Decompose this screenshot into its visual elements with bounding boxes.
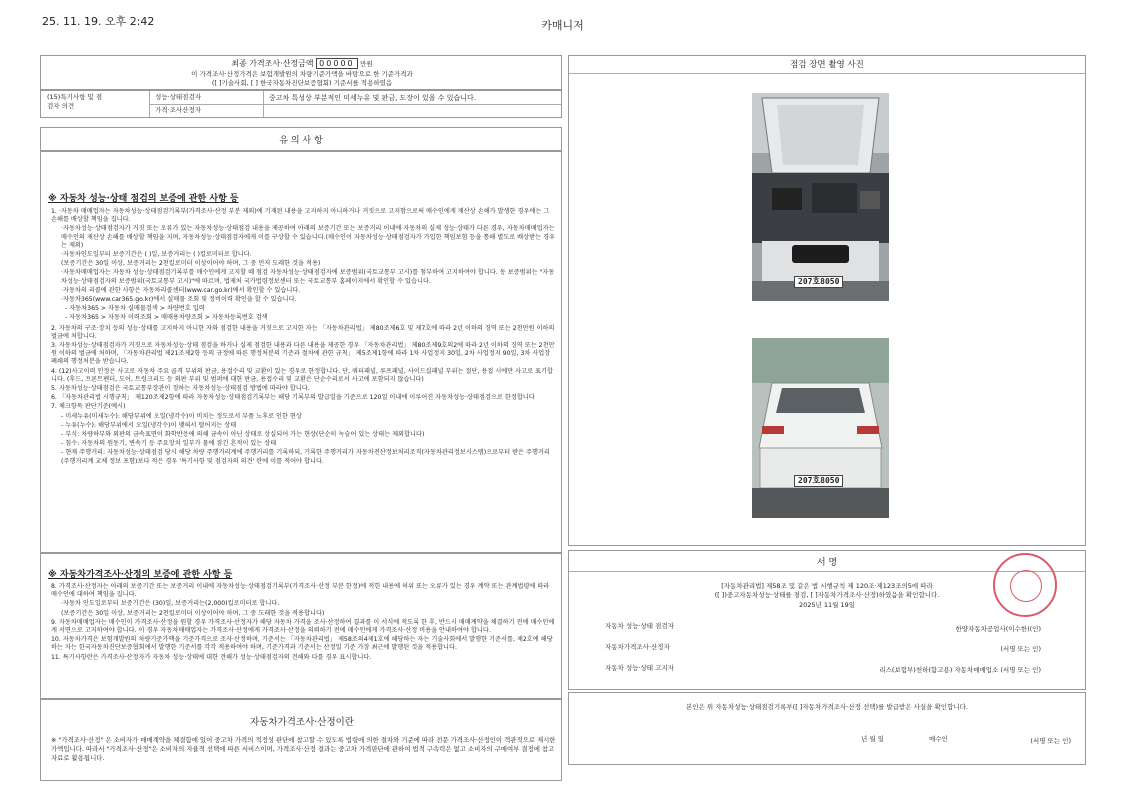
section-3 [40, 699, 562, 781]
s2-item-3: 9. 자동차매매업자는 매수인이 가격조사·산정을 원할 경우 가격조사·산정자가 해당 자동차 가격을 조사·산정하여 결과를 이 서식에 적도록 한 후, 반드시 매매계약을 체결하기 전에 매수인에게 서면으로 고지하여야 합니다. 이 경우 자동차매매업자는 가격조사·산정에게 가격조사·산정을 의뢰하기 전에 매수인에게 가격조사·산정 비용을 안내하여야 합니다. [51, 618, 555, 635]
print-timestamp: 25. 11. 19. 오후 2:42 [42, 15, 155, 28]
signature-line-2: ([ ])중고자동차성능·상태를 점검, [ ]자동차가격조사·산정)하였음을 확인합니다. [714, 591, 940, 599]
buyer-sign: (서명 또는 인) [1030, 737, 1071, 745]
opinion-row2-label: 가격·조사산정자 [155, 106, 202, 114]
section-1-items [51, 208, 556, 467]
section-2 [40, 553, 562, 699]
opinion-row-divider [149, 104, 561, 105]
s2-item-1: ·자동차 인도일로부터 보증기간은 (30)일, 보증거리는(2,000)킬로미터로 합니다. [61, 600, 280, 608]
opinion-table [40, 90, 562, 118]
photo-panel-title: 점검 장면 촬영 사진 [569, 58, 1085, 74]
section-2-items [51, 583, 556, 663]
section-2-title: ※ 자동차가격조사·산정의 보증에 관한 사항 등 [48, 570, 233, 580]
s1-item-18: - 침수: 자동차의 원동기, 변속기 등 주요장치 일부가 물에 잠긴 흔적이 있는 상태 [61, 440, 277, 448]
signer-value-2: (서명 또는 인) [1000, 645, 1041, 653]
s1-item-12: 5. 자동차성능·상태점검은 국토교통부장관이 정하는 자동차성능·상태점검 방법에 따라야 합니다. [51, 385, 310, 393]
signer-label-2: 자동차가격조사·산정자 [605, 643, 670, 651]
signer-label-1: 자동차 성능·상태 점검자 [605, 622, 674, 630]
notice-title-box [40, 127, 562, 151]
section-1 [40, 151, 562, 553]
opinion-label: (15)특기사항 및 점검자 의견 [47, 93, 103, 110]
s1-item-0: 1. ·자동차 매매업자는 자동차성능·상태점검기록부(가격조사·산정 부분 제외)에 기재된 내용을 고지하지 아니하거나 거짓으로 고지함으로써 매수인에게 재산상 손해가 발생한 경우에는 그 손해를 배상할 책임을 집니다. [51, 208, 550, 224]
buyer-label: 매수인 [929, 735, 948, 743]
s1-item-9: 2. 자동차의 구조·장치 등의 성능·상태를 고지하지 아니한 자와 점검한 내용을 거짓으로 고지한 자는 「자동차관리법」 제80조제6호 및 제7호에 따라 2년 이하의 징역 또는 2천만원 이하의 벌금에 처합니다. [51, 324, 555, 340]
engine-bay-image [752, 93, 889, 301]
license-plate-front: 207호8050 [794, 276, 843, 288]
page-header [0, 0, 1125, 40]
rear-view-photo [752, 338, 889, 518]
engine-bay-photo [752, 93, 889, 301]
s1-item-8: - 자동차365 > 자동차 이력조회 > 매매용차량조회 > 자동차등록번호 검색 [65, 314, 268, 322]
s2-item-4: 10. 자동차가격은 보험개발원의 차량기준가액을 기준가격으로 조사·산정하며, 기준서는 「자동차관리법」 제58조의4제1호에 해당하는 자는 기술사회에서 발행한 기준서를, 제2호에 해당하는 자는 한국자동차진단보증협회에서 발행한 기준서를 각각 적용하여야 하며, 기준가격과 기준서는 산정일 기준 가장 최근에 발행된 것을 적용합니다. [51, 636, 553, 652]
signer-value-1: 한양자동차공업사(이수한)(인) [955, 625, 1041, 633]
s1-item-11: 4. (12)사고이력 인정은 사고로 자동차 주요 골격 부위의 판금, 용접수리 및 교환이 있는 경우로 한정합니다. 단, 쿼터패널, 루프패널, 사이드실패널 부위는 절단, 용접 시에만 사고로 표기합니다. (후드, 프론트펜더, 도어, 트렁크리드 등 외판 부위 및 범퍼에 대한 판금, 용접수리 및 교환은 단순수리로서 사고에 포함되지 않습니다) [51, 367, 553, 383]
signer-value-3: 리스(보험부)천하(함고용) 자동차매매업소 (서명 또는 인) [879, 666, 1041, 674]
s1-item-1: ·자동차성능·상태점검자가 거짓 또는 오류가 있는 자동차성능·상태점검 내용을 제공하여 아래의 보증기간 또는 보증거리 이내에 자동차의 실제 성능·상태가 다른 경우, 자동차매매업자는 매수인의 재산상 손해를 배상할 책임을 지며, 자동차성능·상태점검자에게 이를 구상할 수 있습니다.(매수인이 자동차성능·상태점검자가 가입한 책임보험 등을 통해 별도로 배상받는 경우는 제외) [61, 225, 555, 249]
s2-item-5: 11. 특기사항란은 가격조사·산정자가 자동차 성능·상태에 대한 견해가 성능·상태점검자의 견해와 다를 경우 표시합니다. [51, 653, 372, 661]
s1-item-14: 7. 체크항목 판단기준(예시) [51, 403, 126, 411]
left-panel [40, 55, 562, 781]
section-3-text: ※ "가격조사·산정" 은 소비자가 매매계약을 체결함에 있어 중고차 가격의 적정성 판단에 참고할 수 있도록 법령에 의한 절차와 기준에 따라 전문 가격조사·산정인이 객관적으로 제시한 가액입니다. 따라서 "가격조사·산정"은 소비자의 자율적 선택에 따른 서비스이며, 가격조사·산정 결과는 중고차 가격판단에 관하여 법적 구속력은 없고 소비자의 구매여부 결정에 참고자료로 활용됩니다. [51, 736, 556, 762]
s1-item-7: - 자동차365 > 자동차 실매물검색 > 차량번호 입력 [65, 305, 205, 313]
buyer-confirm-text: 본인은 위 자동차성능·상태점검기록부([ ]자동차가격조사·산정 선택)를 발급받은 사실을 확인합니다. [686, 703, 968, 711]
signature-title: 서 명 [569, 555, 1085, 572]
price-title: 최종 가격조사·산정금액 [231, 59, 314, 68]
price-line-1: 이 가격조사·산정가격은 보험개발원의 차량기준가액을 바탕으로 한 기준가격과 [191, 70, 413, 78]
s1-item-15: - 미세누유(미세누수): 해당부위에 오일(냉각수)이 비치는 정도로서 부품 노후로 인한 현상 [61, 412, 302, 420]
rear-view-image [752, 338, 889, 518]
s1-item-6: ·자동차365(www.car365.go.kr)에서 실매물 조회 및 정비이력 확인을 할 수 있습니다. [61, 296, 297, 304]
s1-item-19: - 현재 주행거리: 자동차성능·상태점검 당시 해당 차량 주행거리계에 주행거리를 기록하되, 기록한 주행거리가 자동차전산정보처리조직(자동차관리정보시스템)으로부터 받은 주행거리(주행거리계 교체 정보 포함)보다 적은 경우 '특기사항 및 점검자의 의견' 란에 이를 적어야 합니다. [61, 449, 550, 465]
s1-item-3: (보증기간은 30일 이상, 보증거리는 2천킬로미터 이상이어야 하며, 그 중 먼저 도래한 것을 적용) [61, 260, 321, 268]
section-3-title: 자동차가격조사·산정이란 [250, 717, 354, 728]
s1-item-5: ·자동차의 리콜에 관한 사항은 자동차리콜센터(www.car.go.kr)에서 확인할 수 있습니다. [61, 286, 301, 294]
s1-item-16: - 누유(누수): 해당부위에서 오일(냉각수)이 맺혀서 떨어지는 상태 [61, 421, 237, 429]
opinion-row1-value: 중고차 특성상 부분적인 미세누유 및 판금, 도장이 있을 수 있습니다. [269, 94, 477, 102]
section-1-title: ※ 자동차 성능·상태 점검의 보증에 관한 사항 등 [48, 194, 239, 204]
notice-title: 유 의 사 항 [279, 136, 323, 146]
s2-item-2: (보증기간은 30일 이상, 보증거리는 2천킬로미터 이상이어야 하며, 그 중 도래한 것을 적용합니다) [61, 609, 325, 617]
company-seal-stamp [993, 553, 1057, 617]
license-plate-rear: 207호8050 [794, 475, 843, 487]
s2-item-0: 8. 가격조사·산정자는 아래의 보증기간 또는 보증거리 이내에 자동차성능·상태점검기록부(가격조사·산정 부분 한정)에 적힌 내용에 허위 또는 오류가 있는 경우 계약 또는 관계법령에 따라 매수인에 대하여 책임을 집니다. [51, 583, 550, 599]
s1-item-17: - 부식: 차량하부와 외판의 금속표면이 화학반응에 의해 금속이 아닌 상태로 상실되어 가는 현상(단순히 녹슬어 있는 상태는 제외합니다) [61, 431, 425, 439]
buyer-confirm-panel [568, 692, 1086, 765]
s1-item-4: ·자동차매매업자는 자동차 성능·상태점검기록부를 매수인에게 고지할 때 점검 자동차성능·상태점검자에 보증범위(국토교통부 고시)를 첨부하여 고지하여야 합니다. 동 보증범위는 "자동차성능·상태점검자의 보증범위(국토교통부 고시)"에 따르며, 법제처 국가법령정보센터 또는 국토교통부 홈페이지에서 확인할 수 있습니다. [61, 269, 555, 285]
price-line-2: ([ ]기술사회, [ ] 한국자동차진단보증협회) 기준서를 적용하였음 [211, 79, 393, 87]
s1-item-2: ·자동차인도일부터 보증기간은 ( )일, 보증거리는 ( )킬로미터로 합니다. [61, 251, 252, 259]
buyer-date: 년 월 일 [861, 735, 884, 743]
photo-panel [568, 55, 1086, 546]
price-block [40, 55, 562, 90]
s1-item-13: 6. 「자동차관리법 시행규칙」 제120조제2항에 따라 자동차성능·상태점검기록부는 해당 기록부의 발급일을 기준으로 120일 이내에 이루어진 자동차성능·상태점검으로 한정합니다 [51, 394, 535, 402]
opinion-row1-label: 성능·상태점검자 [155, 93, 202, 101]
site-title: 카매니저 [541, 19, 584, 32]
signer-label-3: 자동차 성능·상태 고지자 [605, 664, 674, 672]
signature-line-1: [자동차관리법] 제58조 및 같은 법 시행규칙 제 120조·제123조의5에 따라 [721, 582, 933, 590]
signature-date: 2025년 11월 19일 [798, 601, 856, 609]
price-unit: 만원 [360, 60, 373, 68]
s1-item-10: 3. 자동차성능·상태점검자가 거짓으로 자동차성능·상태 점검을 하거나 실제 점검한 내용과 다른 내용을 제공한 경우 「자동차관리법」 제80조제9호의2에 따라 2년 이하의 징역 또는 2천만원 이하의 벌금에 처하며, 「자동차관리법 제21조제2항 등의 규정에 따른 행정처분의 기준과 절차에 관한 규칙」 제5조제1항에 따라 1차 사업정지 30일, 2차 사업정지 90일, 3차 사업장 폐쇄의 행정처분을 받습니다. [51, 342, 555, 366]
price-amount: 00000 [316, 58, 357, 69]
